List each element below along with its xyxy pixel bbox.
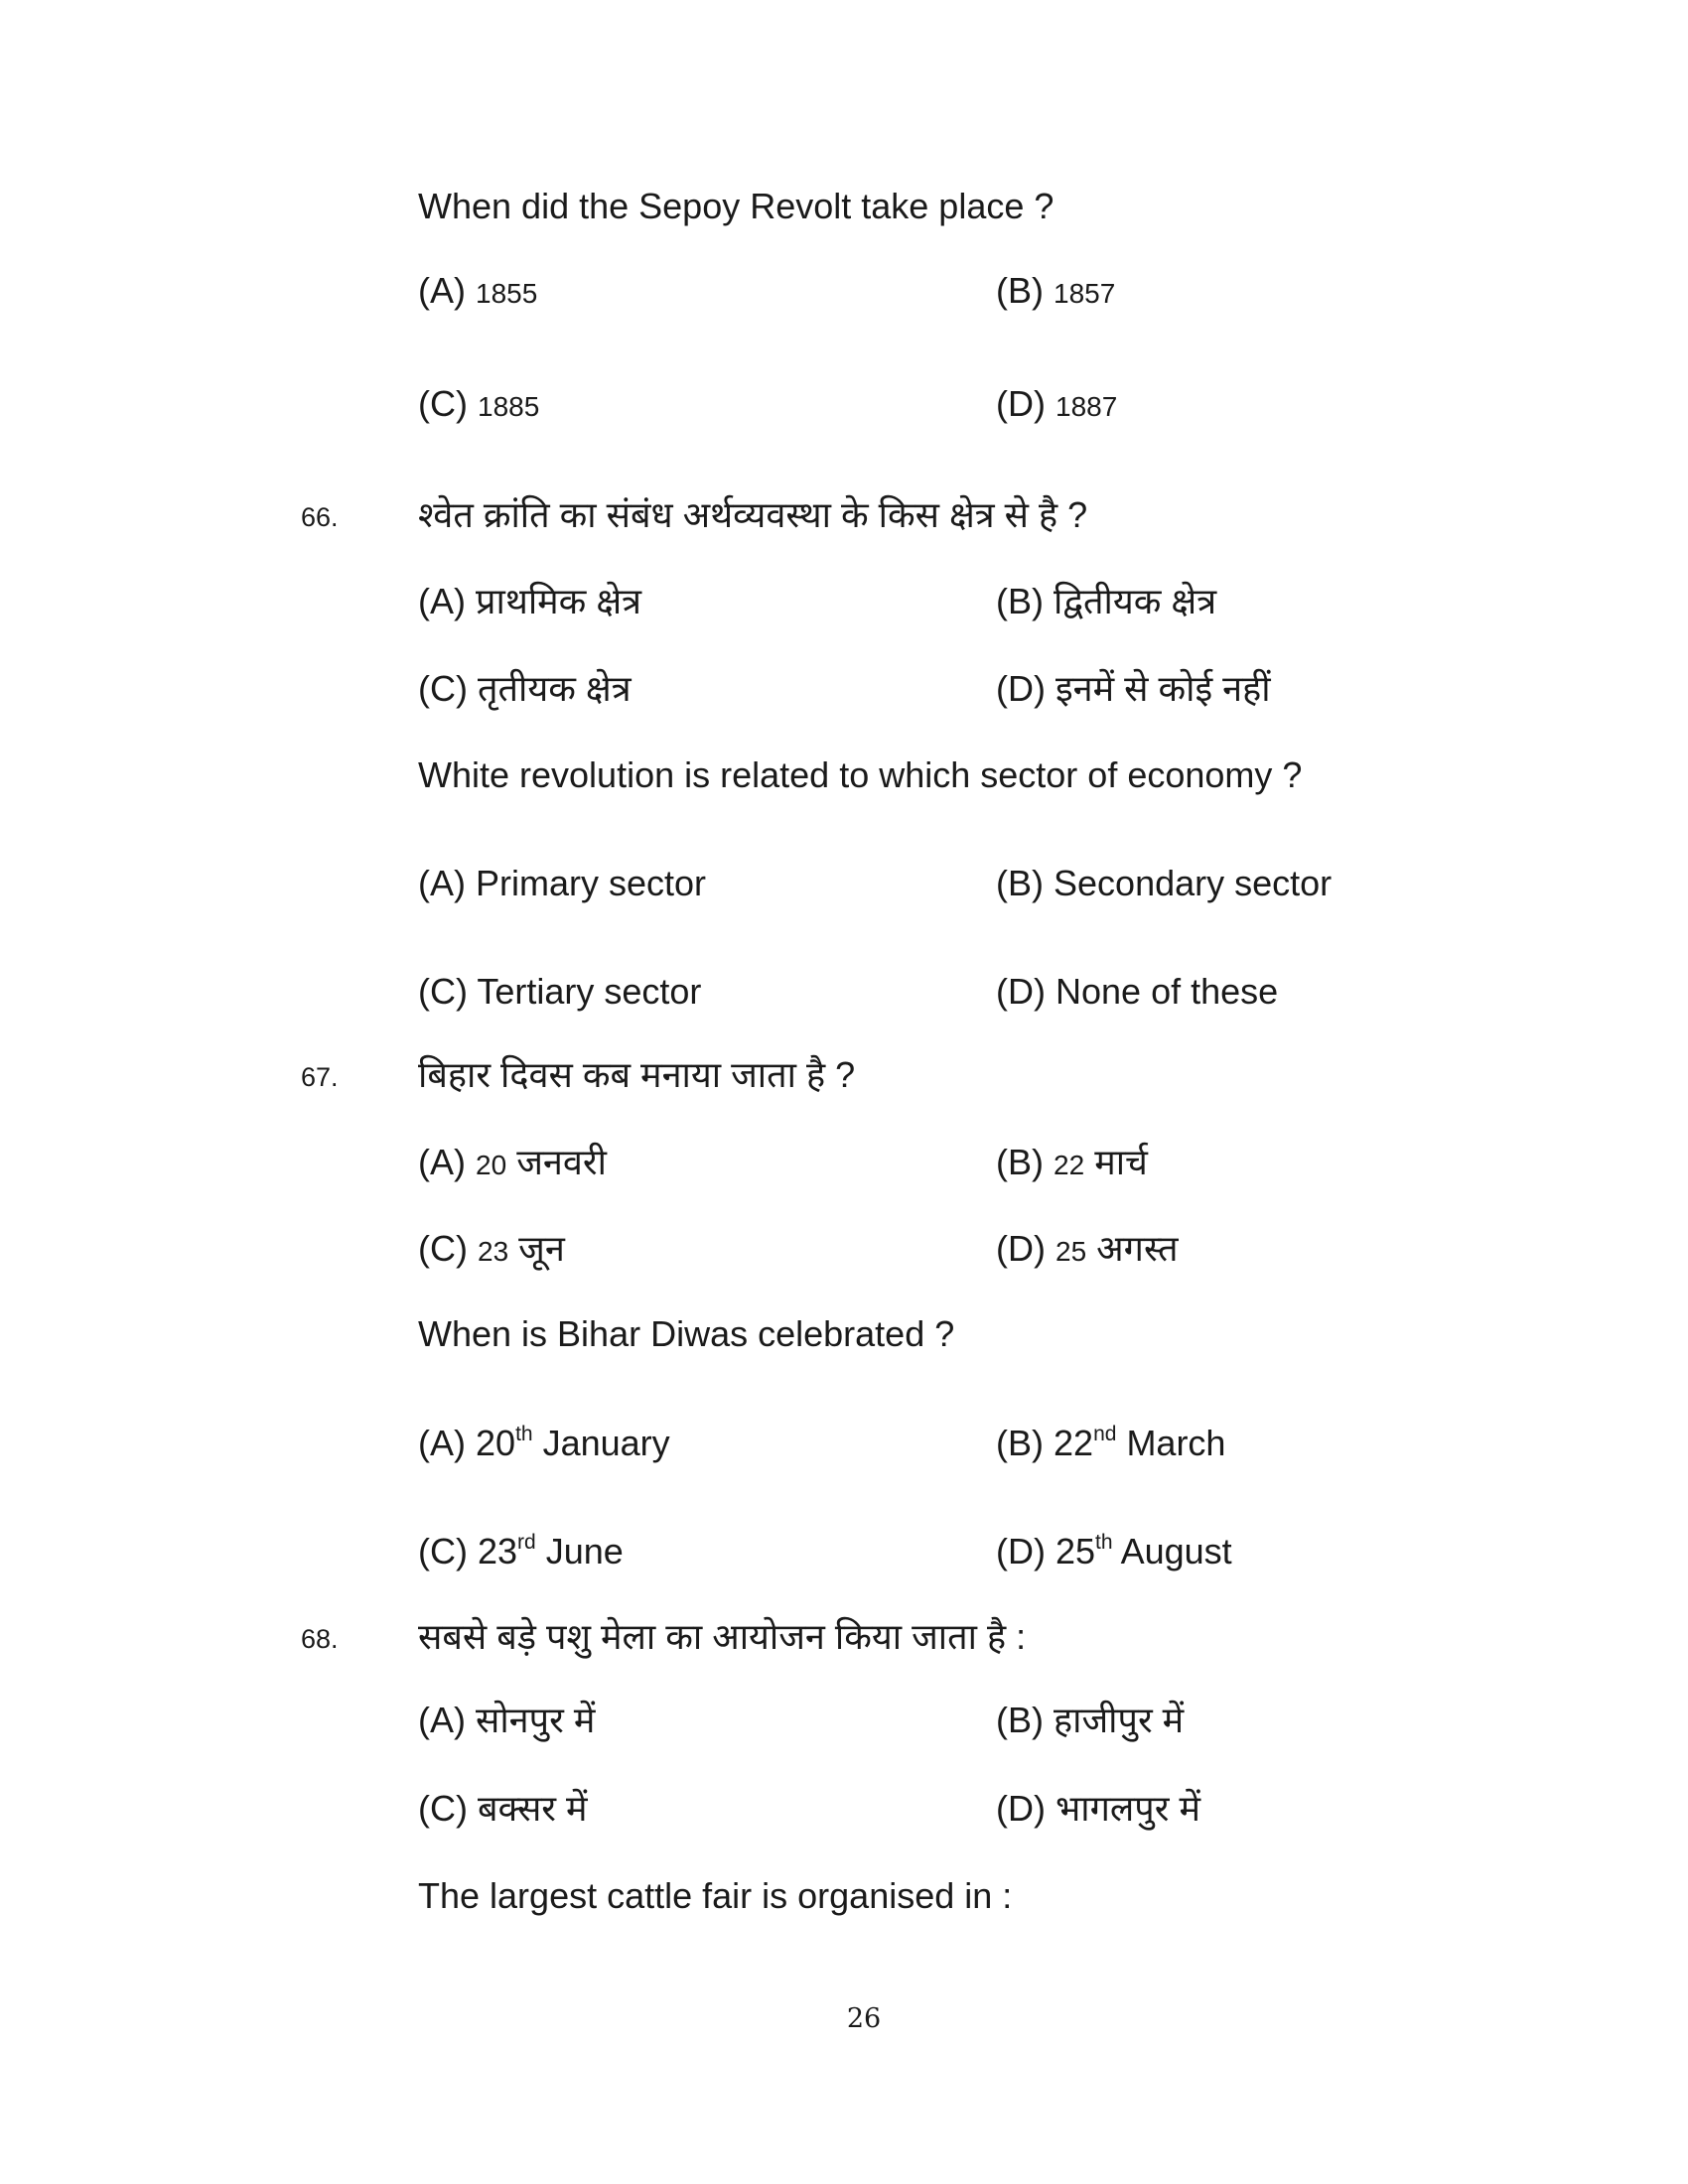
option-number: 20	[476, 1150, 507, 1180]
option-label: (A)	[418, 581, 466, 621]
option-text: इनमें से कोई नहीं	[1055, 668, 1271, 709]
option-number: 20	[476, 1423, 516, 1463]
q66-en-option-b	[996, 862, 1332, 905]
option-label: (D)	[996, 383, 1046, 424]
q66-hi-option-a	[418, 580, 641, 623]
option-label: (B)	[996, 863, 1044, 903]
option-text: Tertiary sector	[477, 971, 702, 1012]
q68-number: 68.	[301, 1624, 339, 1654]
q66-hi-option-b	[996, 580, 1216, 623]
option-text: हाजीपुर में	[1054, 1700, 1185, 1740]
q66-en-question: White revolution is related to which sector of economy ?	[418, 754, 1303, 795]
option-label: (B)	[996, 581, 1044, 621]
option-label: (A)	[418, 270, 466, 311]
option-text: तृतीयक क्षेत्र	[478, 668, 632, 709]
option-text: प्राथमिक क्षेत्र	[476, 581, 642, 621]
q68-en-question: The largest cattle fair is organised in :	[418, 1875, 1013, 1916]
option-text: जनवरी	[516, 1142, 607, 1182]
option-label: (A)	[418, 863, 466, 903]
q65-en-question: When did the Sepoy Revolt take place ?	[418, 186, 1055, 226]
q65-option-a	[418, 269, 537, 316]
option-number: 23	[478, 1236, 509, 1267]
q67-en-question: When is Bihar Diwas celebrated ?	[418, 1313, 955, 1354]
q66-number: 66.	[301, 502, 339, 532]
option-text: अगस्त	[1096, 1228, 1179, 1269]
q67-en-option-d	[996, 1530, 1232, 1573]
q67-hi-question: बिहार दिवस कब मनाया जाता है ?	[418, 1054, 856, 1095]
option-label: (C)	[418, 383, 468, 424]
option-label: (C)	[418, 971, 468, 1012]
option-label: (A)	[418, 1142, 466, 1182]
ordinal-suffix: nd	[1093, 1423, 1117, 1445]
option-label: (C)	[418, 1788, 468, 1829]
q68-hi-option-b	[996, 1699, 1184, 1742]
option-label: (B)	[996, 1142, 1044, 1182]
option-text: 1887	[1055, 391, 1118, 422]
option-number: 23	[478, 1531, 518, 1571]
q65-option-b	[996, 269, 1115, 316]
option-text: August	[1120, 1531, 1232, 1571]
option-text: भागलपुर में	[1055, 1788, 1201, 1829]
option-label: (D)	[996, 1788, 1046, 1829]
q67-hi-option-c	[418, 1227, 565, 1274]
option-text: January	[542, 1423, 670, 1463]
option-label: (D)	[996, 971, 1046, 1012]
option-text: Primary sector	[476, 863, 707, 903]
q68-hi-question: सबसे बड़े पशु मेला का आयोजन किया जाता है :	[418, 1616, 1027, 1657]
option-text: 1855	[476, 278, 538, 309]
q65-option-c	[418, 382, 539, 429]
option-number: 22	[1054, 1150, 1085, 1180]
ordinal-suffix: rd	[517, 1531, 536, 1554]
option-label: (D)	[996, 668, 1046, 709]
option-number: 25	[1055, 1531, 1096, 1571]
option-text: जून	[518, 1228, 565, 1269]
q66-hi-option-d	[996, 667, 1271, 711]
option-label: (C)	[418, 668, 468, 709]
q67-number: 67.	[301, 1062, 339, 1092]
q66-en-option-c	[418, 970, 701, 1014]
q68-hi-option-c	[418, 1787, 588, 1831]
option-text: सोनपुर में	[476, 1700, 596, 1740]
option-label: (A)	[418, 1700, 466, 1740]
option-label: (D)	[996, 1531, 1046, 1571]
option-label: (C)	[418, 1228, 468, 1269]
q66-en-option-a	[418, 862, 706, 905]
ordinal-suffix: th	[1095, 1531, 1113, 1554]
page-number: 26	[846, 2003, 882, 2034]
option-text: None of these	[1055, 971, 1279, 1012]
q66-hi-question: श्वेत क्रांति का संबंध अर्थव्यवस्था के किस क्षेत्र से है ?	[418, 494, 1088, 535]
option-label: (B)	[996, 1423, 1044, 1463]
option-text: 1885	[478, 391, 540, 422]
q67-hi-option-a	[418, 1141, 607, 1187]
q66-hi-option-c	[418, 667, 632, 711]
q66-en-option-d	[996, 970, 1278, 1014]
q67-hi-option-b	[996, 1141, 1148, 1187]
q67-en-option-a	[418, 1422, 670, 1465]
q68-hi-option-a	[418, 1699, 595, 1742]
option-text: मार्च	[1094, 1142, 1148, 1182]
q67-hi-option-d	[996, 1227, 1178, 1274]
option-label: (B)	[996, 1700, 1044, 1740]
q65-option-d	[996, 382, 1117, 429]
option-text: Secondary sector	[1054, 863, 1333, 903]
option-number: 22	[1054, 1423, 1094, 1463]
option-text: द्वितीयक क्षेत्र	[1054, 581, 1217, 621]
option-text: 1857	[1054, 278, 1116, 309]
option-label: (B)	[996, 270, 1044, 311]
option-label: (D)	[996, 1228, 1046, 1269]
option-number: 25	[1055, 1236, 1087, 1267]
q68-hi-option-d	[996, 1787, 1200, 1831]
option-text: बक्सर में	[478, 1788, 588, 1829]
option-label: (C)	[418, 1531, 468, 1571]
q67-en-option-b	[996, 1422, 1225, 1465]
q67-en-option-c	[418, 1530, 624, 1573]
option-label: (A)	[418, 1423, 466, 1463]
ordinal-suffix: th	[515, 1423, 533, 1445]
option-text: March	[1126, 1423, 1226, 1463]
option-text: June	[545, 1531, 624, 1571]
